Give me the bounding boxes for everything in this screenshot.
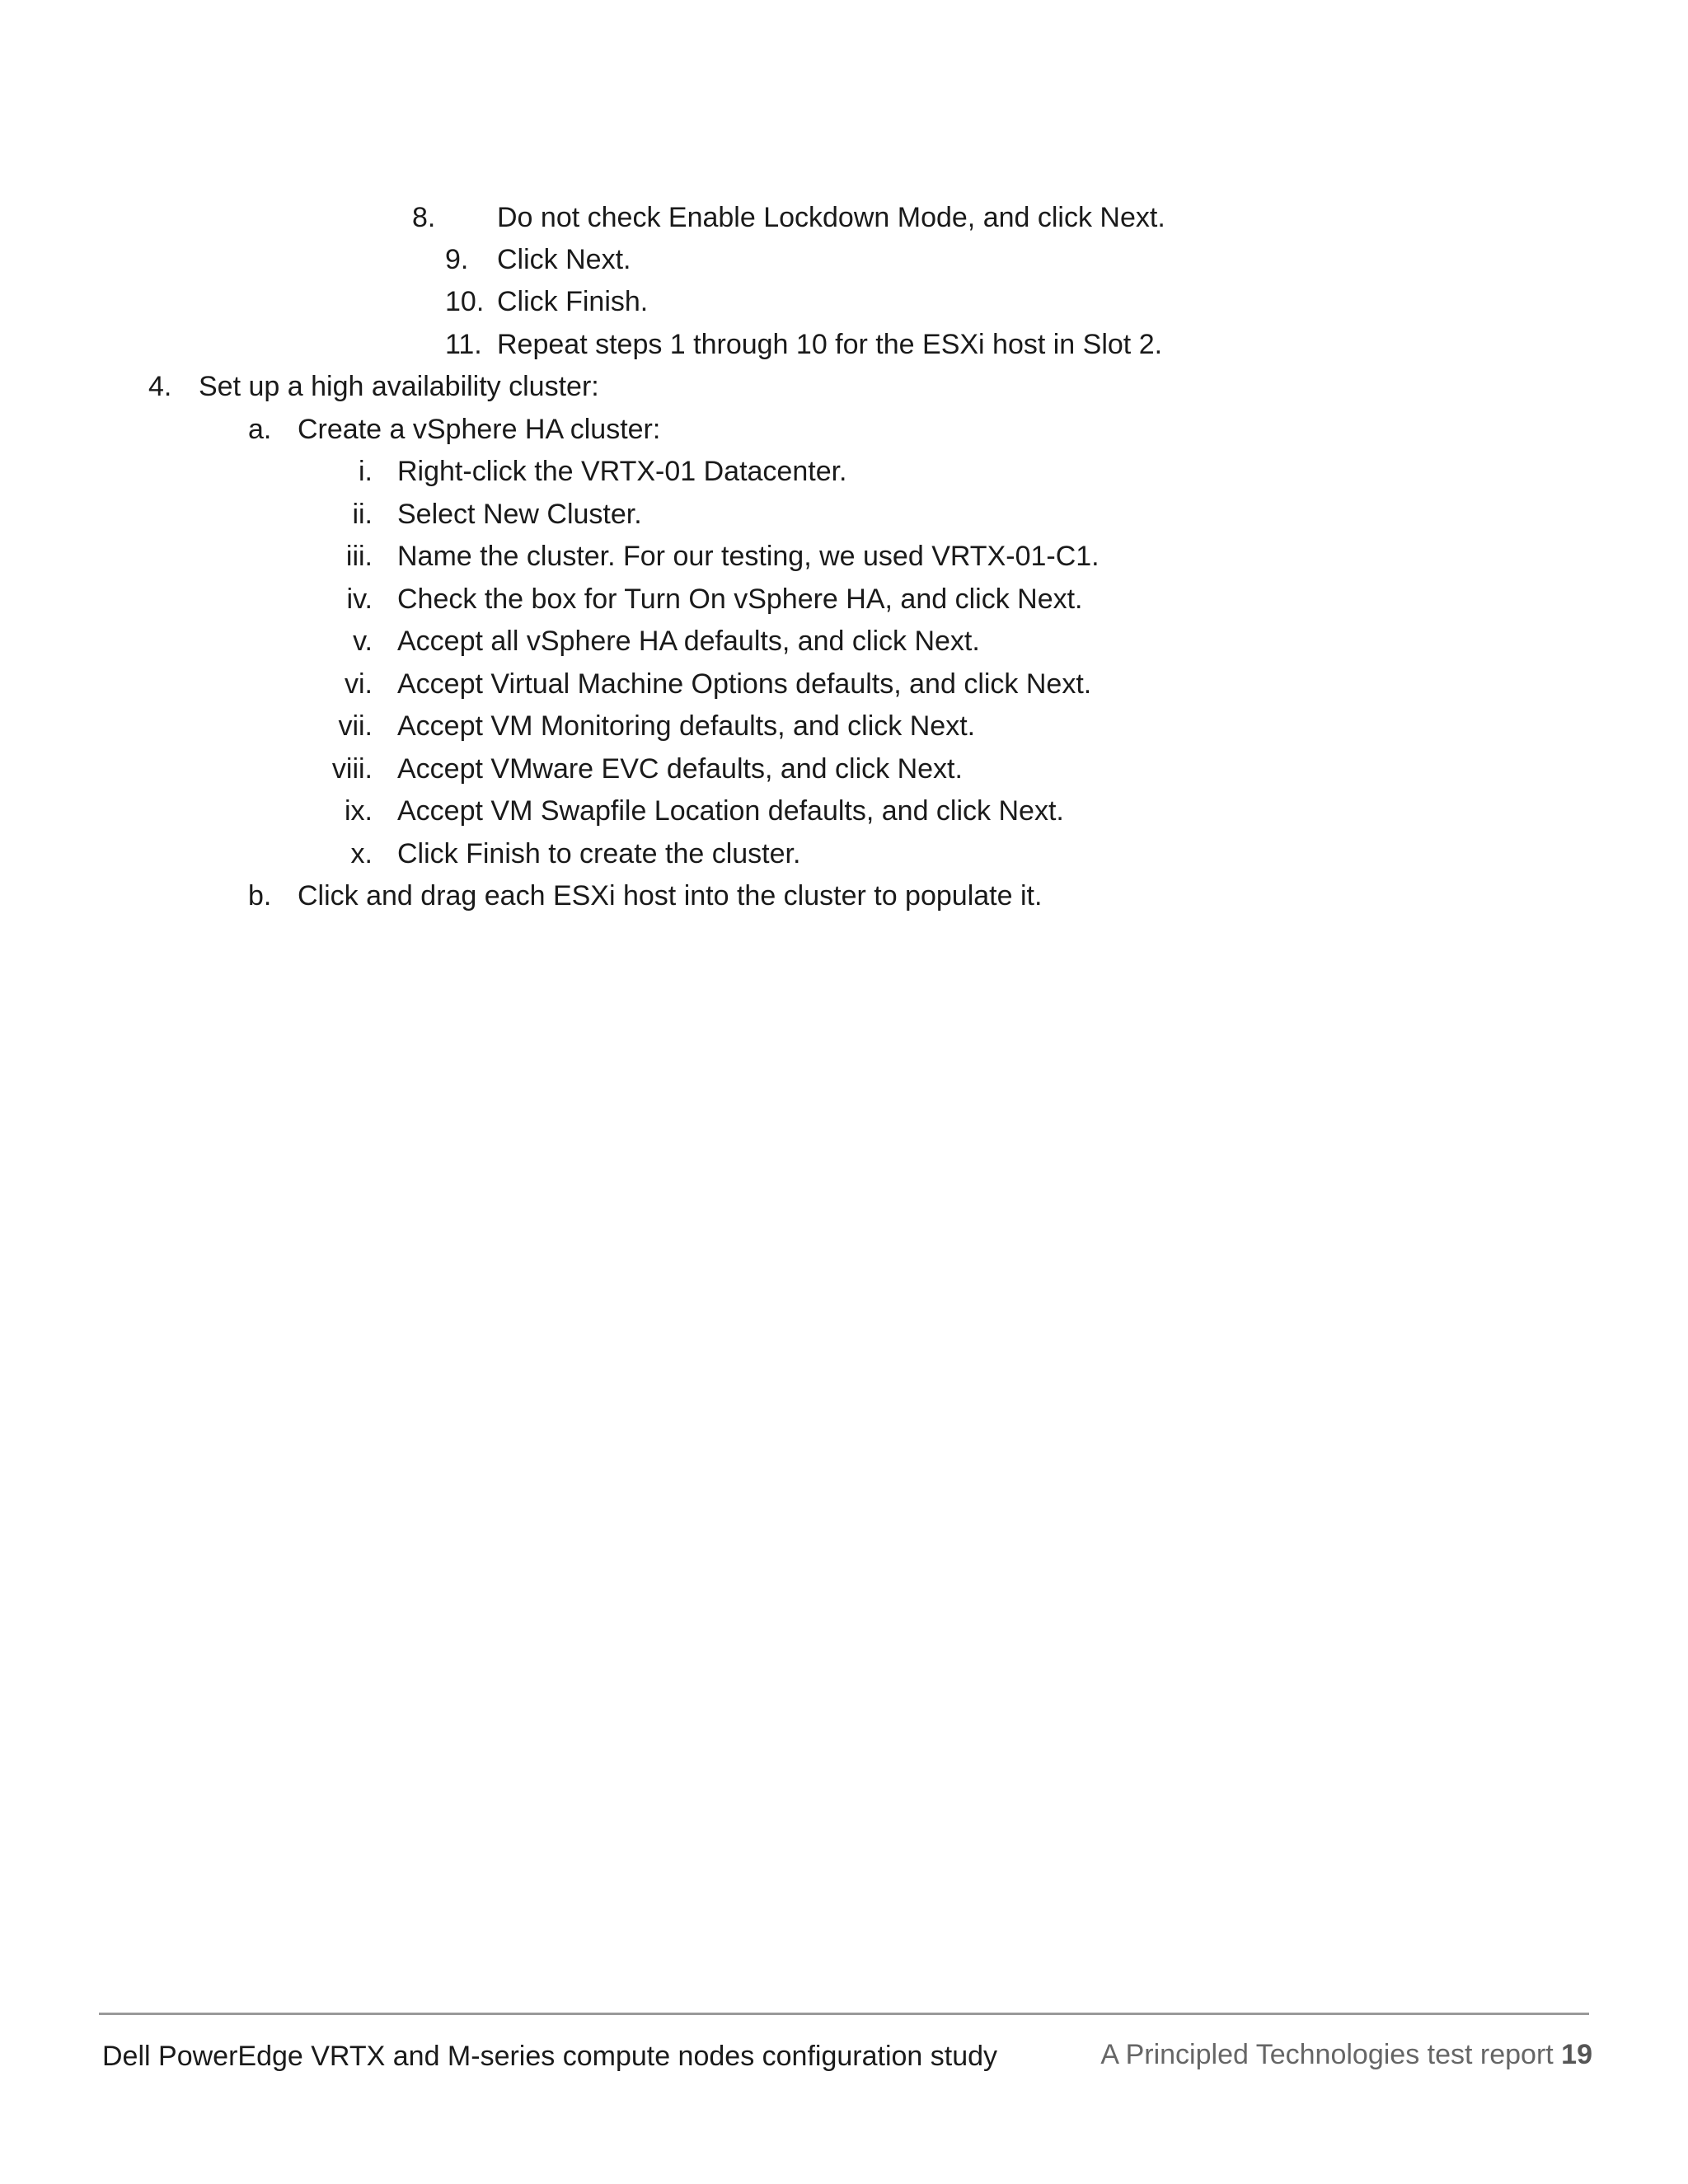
list-text: Right-click the VRTX-01 Datacenter. <box>397 456 847 487</box>
list-text: Select New Cluster. <box>397 499 642 530</box>
list-number: ix. <box>345 795 373 827</box>
list-text: Accept VM Monitoring defaults, and click Next. <box>397 710 976 742</box>
list-number: 4. <box>148 371 172 402</box>
list-number: ii. <box>352 499 373 530</box>
page-number: 19 <box>1561 2039 1592 2070</box>
list-text: Do not check Enable Lockdown Mode, and click Next. <box>497 202 1165 233</box>
list-text: Click and drag each ESXi host into the cluster to populate it. <box>298 880 1043 912</box>
list-text: Click Finish to create the cluster. <box>397 838 801 869</box>
list-number: vii. <box>338 710 373 742</box>
list-number: i. <box>359 456 373 487</box>
list-text: Set up a high availability cluster: <box>199 371 599 402</box>
list-text: Accept all vSphere HA defaults, and click Next. <box>397 626 980 657</box>
list-number: 9. <box>445 244 469 275</box>
list-number: 8. <box>412 202 436 233</box>
list-number: b. <box>248 880 272 912</box>
list-number: iii. <box>345 541 373 572</box>
footer-title: Dell PowerEdge VRTX and M-series compute nodes configuration study <box>102 2041 998 2072</box>
list-number: 11. <box>445 329 482 360</box>
list-text: Name the cluster. For our testing, we used VRTX-01-C1. <box>397 541 1100 572</box>
list-text: Accept VMware EVC defaults, and click Next. <box>397 753 963 785</box>
list-text: Create a vSphere HA cluster: <box>298 414 661 445</box>
list-text: Check the box for Turn On vSphere HA, and click Next. <box>397 583 1083 615</box>
footer-report-label: A Principled Technologies test report <box>1100 2039 1554 2070</box>
list-text: Accept Virtual Machine Options defaults, and click Next. <box>397 668 1092 700</box>
list-number: 10. <box>445 286 485 317</box>
footer-divider <box>99 2013 1589 2015</box>
footer-report <box>1100 2037 1592 2072</box>
list-text: Click Finish. <box>497 286 649 317</box>
list-text: Repeat steps 1 through 10 for the ESXi host in Slot 2. <box>497 329 1163 360</box>
list-number: a. <box>248 414 272 445</box>
list-number: vi. <box>345 668 373 700</box>
list-text: Click Next. <box>497 244 631 275</box>
list-number: x. <box>350 838 373 869</box>
list-number: viii. <box>331 753 373 785</box>
list-text: Accept VM Swapfile Location defaults, and click Next. <box>397 795 1064 827</box>
list-number: v. <box>353 626 373 657</box>
list-number: iv. <box>346 583 373 615</box>
